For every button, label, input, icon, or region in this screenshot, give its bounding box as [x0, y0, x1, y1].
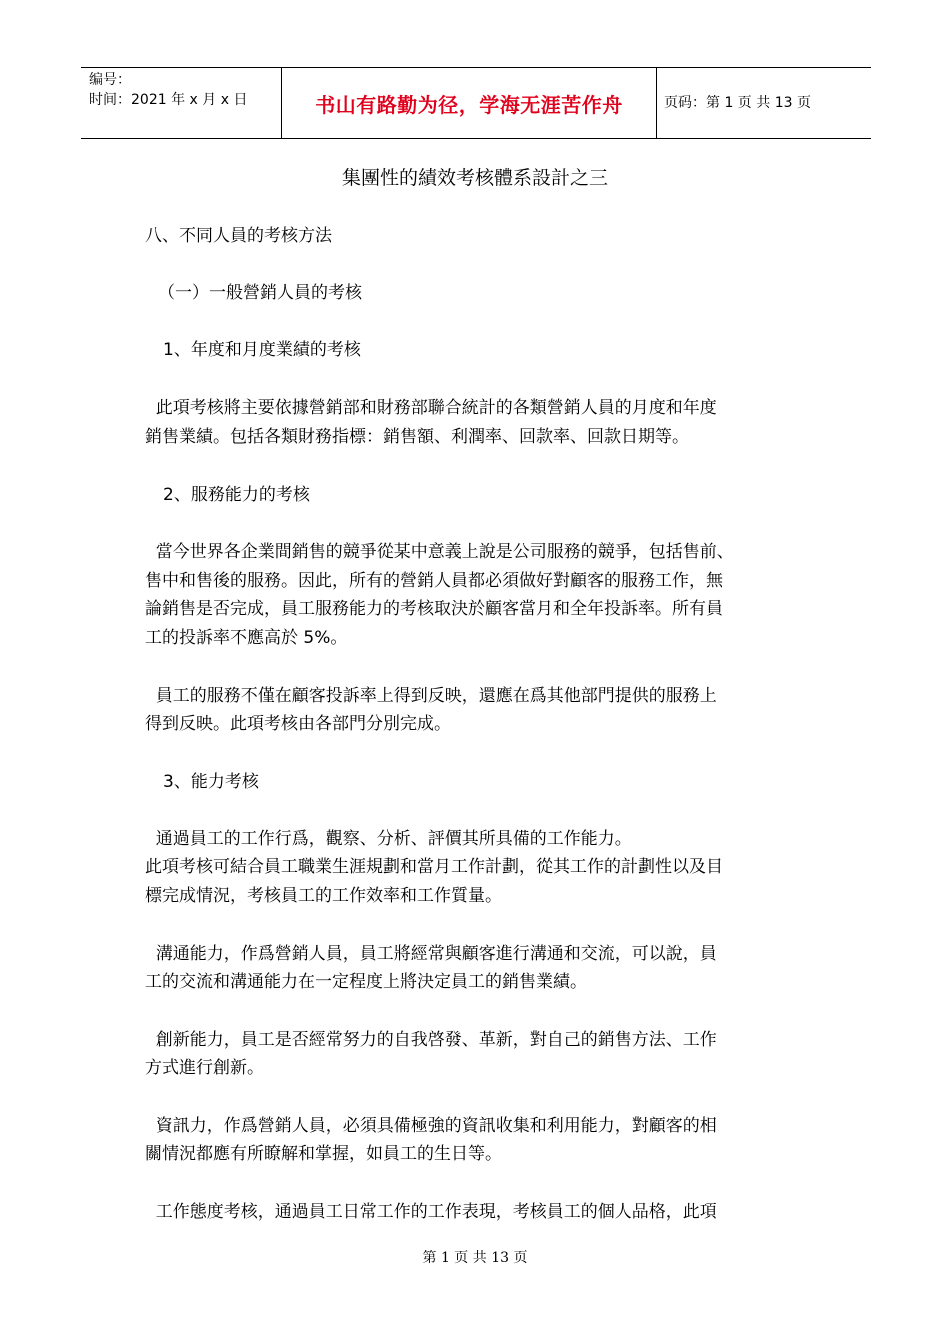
paragraph-line: 資訊力，作爲營銷人員，必須具備極強的資訊收集和利用能力，對顧客的相	[145, 1116, 717, 1136]
paragraph-line: 工的投訴率不應高於 5%。	[145, 628, 348, 648]
paragraph-line: 此項考核將主要依據營銷部和財務部聯合統計的各類營銷人員的月度和年度	[145, 398, 717, 418]
paragraph-line: 此項考核可結合員工職業生涯規劃和當月工作計劃，從其工作的計劃性以及目	[145, 857, 723, 877]
paragraph-line: 售中和售後的服務。因此，所有的營銷人員都必須做好對顧客的服務工作，無	[145, 571, 723, 591]
paragraph-line: 論銷售是否完成，員工服務能力的考核取決於顧客當月和全年投訴率。所有員	[145, 599, 723, 619]
paragraph-line: 創新能力，員工是否經常努力的自我啓發、革新，對自己的銷售方法、工作	[145, 1030, 717, 1050]
paragraph-line: 員工的服務不僅在顧客投訴率上得到反映，還應在爲其他部門提供的服務上	[145, 686, 717, 706]
header-motto-cell	[281, 68, 657, 138]
paragraph-line: 工作態度考核，通過員工日常工作的工作表現，考核員工的個人品格，此項	[145, 1202, 717, 1222]
number-label: 编号：	[89, 72, 131, 88]
paragraph-line: 工的交流和溝通能力在一定程度上將決定員工的銷售業績。	[145, 972, 587, 992]
subsection-heading: （一）一般營銷人員的考核	[158, 283, 362, 303]
header-info-cell	[81, 68, 281, 138]
header-page-cell	[656, 68, 871, 138]
paragraph-line: 當今世界各企業間銷售的競爭從某中意義上說是公司服務的競爭，包括售前、	[145, 542, 734, 562]
item-heading: 1、年度和月度業績的考核	[163, 340, 361, 360]
document-title: 集團性的績效考核體系設計之三	[341, 167, 608, 189]
paragraph-line: 標完成情況，考核員工的工作效率和工作質量。	[145, 886, 502, 906]
paragraph-line: 關情況都應有所瞭解和掌握，如員工的生日等。	[145, 1144, 502, 1164]
paragraph-line: 溝通能力，作爲營銷人員，員工將經常與顧客進行溝通和交流，可以說，員	[145, 944, 717, 964]
item-heading: 3、能力考核	[163, 772, 259, 792]
section-heading: 八、不同人員的考核方法	[145, 226, 332, 246]
paragraph-line: 銷售業績。包括各類財務指標：銷售額、利潤率、回款率、回款日期等。	[145, 427, 689, 447]
paragraph-line: 得到反映。此項考核由各部門分別完成。	[145, 714, 451, 734]
paragraph-line: 方式進行創新。	[145, 1058, 264, 1078]
motto-text: 书山有路勤为径，学海无涯苦作舟	[315, 92, 623, 117]
item-heading: 2、服務能力的考核	[163, 485, 310, 505]
header-table	[81, 67, 871, 139]
paragraph-line: 通過員工的工作行爲，觀察、分析、評價其所具備的工作能力。	[145, 829, 632, 849]
page-footer: 第 1 页 共 13 页	[422, 1250, 528, 1266]
date-label: 时间：2021 年 x 月 x 日	[89, 92, 248, 108]
page-info: 页码：第 1 页 共 13 页	[664, 94, 811, 111]
